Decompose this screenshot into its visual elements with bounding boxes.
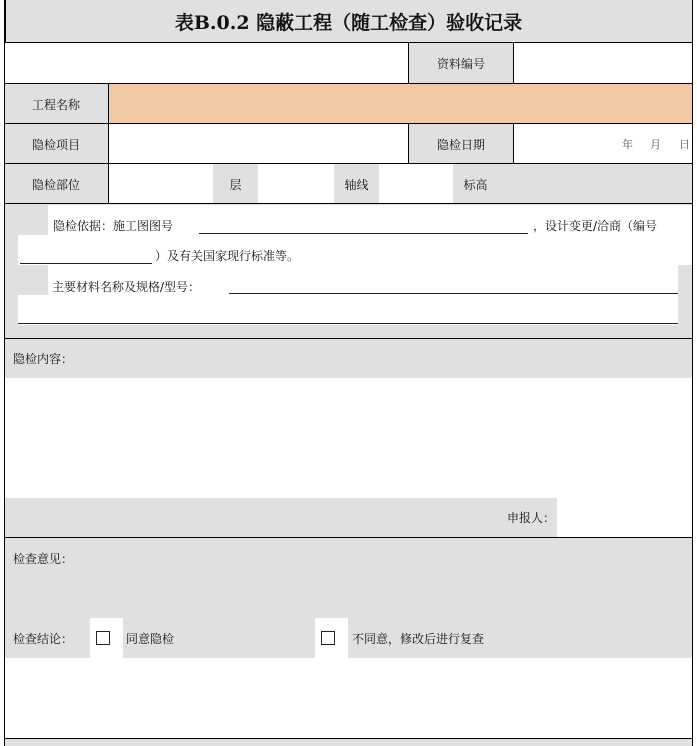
materials-line-1[interactable] (229, 293, 678, 294)
inspection-date-field[interactable] (514, 124, 693, 164)
disagree-label: 不同意，修改后进行复查 (352, 631, 485, 646)
doc-number-field[interactable] (514, 43, 693, 83)
drawing-number-line[interactable] (199, 233, 528, 234)
date-day: 日 (679, 138, 690, 151)
date-month: 月 (650, 138, 661, 151)
page-title: 表B.0.2 隐蔽工程（随工检查）验收记录 (174, 11, 523, 34)
conclusion-area[interactable] (4, 658, 693, 738)
inspection-date-label: 隐检日期 (409, 124, 513, 164)
axis-label: 轴线 (334, 164, 379, 204)
floor-field[interactable] (258, 164, 334, 204)
basis-prefix: 隐检依据：施工图图号 (53, 218, 174, 233)
conclusion-label: 检查结论： (13, 631, 74, 646)
change-number-line[interactable] (20, 263, 152, 264)
axis-field[interactable] (379, 164, 453, 204)
basis-suffix: ）及有关国家现行标准等。 (155, 248, 300, 263)
opinion-label: 检查意见： (4, 538, 693, 578)
inspection-location-label: 隐检部位 (4, 164, 108, 204)
project-name-label: 工程名称 (4, 84, 108, 124)
inspection-item-field[interactable] (109, 124, 408, 164)
materials-label: 主要材料名称及规格/型号： (52, 279, 201, 294)
materials-line-2[interactable] (18, 323, 678, 324)
content-area[interactable] (4, 378, 693, 498)
date-year: 年 (622, 138, 633, 151)
content-label: 隐检内容： (4, 339, 693, 378)
agree-checkbox[interactable] (96, 631, 110, 645)
doc-blank-cell (4, 43, 408, 83)
opinion-area[interactable] (4, 578, 693, 618)
elevation-label: 标高 (453, 164, 498, 204)
applicant-field[interactable] (557, 498, 693, 537)
location-field[interactable] (109, 164, 213, 204)
applicant-label: 申报人： (4, 498, 557, 537)
basis-middle: ，设计变更/洽商（编号 (533, 218, 658, 233)
doc-number-label: 资料编号 (409, 43, 513, 83)
inspection-item-label: 隐检项目 (4, 124, 108, 164)
floor-label: 层 (213, 164, 258, 204)
elevation-field[interactable] (498, 164, 693, 204)
disagree-checkbox[interactable] (321, 631, 335, 645)
project-name-field[interactable] (109, 84, 693, 124)
agree-label: 同意隐检 (126, 631, 175, 646)
